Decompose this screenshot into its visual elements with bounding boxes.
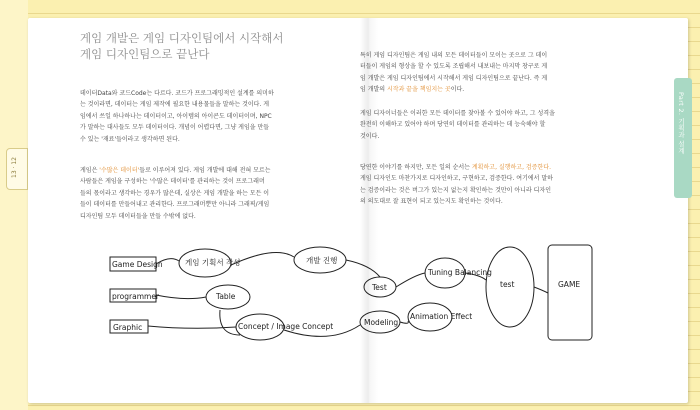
- paragraph-plan-execute-verify: [360, 162, 596, 208]
- text-line: 임 개발은 게임 디자인팀에서 시작해서 게임 디자인팀으로 끝난다. 즉 게: [360, 74, 548, 82]
- highlight-text: 계획하고, 실행하고, 검증한다.: [471, 164, 551, 171]
- text-line: 디자인팀 모두 데이터들을 만들 수밖에 없다.: [80, 212, 196, 220]
- text-line: [360, 84, 596, 95]
- text-line: 의 의도대로 잘 표현이 되고 있는지도 확인하는 것이다.: [360, 198, 503, 206]
- label-animation: Animation Effect: [410, 312, 473, 321]
- workflow-diagram: [100, 235, 600, 385]
- label-test: Test: [372, 283, 387, 292]
- text-line: 데이터Data와 코드Code는 다르다. 코드가 프로그래밍적인 설계를 의미하: [80, 90, 274, 97]
- text-line: 것이다.: [360, 132, 380, 140]
- text-span: 들로 이루어져 있다. 게임 개발에 대해 전혀 모르는: [139, 167, 271, 174]
- text-line: 수 있는 '재료'들이라고 생각하면 된다.: [80, 135, 180, 143]
- text-line: 들이 데이터를 만들어내고 관리한다. 프로그래머뿐만 아니라 그래픽/게임: [80, 201, 270, 209]
- text-line: 가 말하는 대사들도 모두 데이터이다. 개념이 어렵다면, 그냥 게임을 만들: [80, 124, 270, 132]
- highlight-text: 시작과 끝을 책임지는 곳: [387, 86, 451, 94]
- text-line: [80, 165, 312, 176]
- text-line: 는 검증이라는 것은 버그가 있는지 없는지 확인하는 것만이 아니라 디자인: [360, 186, 552, 194]
- chapter-tab-label: Part 2. 기획과 설계: [677, 92, 685, 154]
- text-span: 이다.: [450, 86, 465, 94]
- text-line: 게임 디자인도 마찬가지로 디자인하고, 구현하고, 검증한다. 여기에서 말하: [360, 175, 553, 183]
- label-plan: 게임 기획서 작성: [185, 258, 241, 267]
- text-line: 완전히 이해하고 있어야 하며 당연히 데이터를 관리하는 데 능숙해야 할: [360, 121, 546, 129]
- page-tab-text: 13 · 12: [11, 157, 18, 178]
- label-concept: Concept / Image Concept: [238, 322, 334, 331]
- label-qa: test: [500, 280, 515, 289]
- heading-line-1: 게임 개발은 게임 디자인팀에서 시작해서: [80, 31, 284, 45]
- text-line: 는 것이라면, 데이터는 게임 제작에 필요한 내용물들을 말하는 것이다. 게: [80, 101, 270, 109]
- label-dev: 개발 진행: [306, 256, 338, 265]
- paragraph-data-definition: [80, 88, 312, 145]
- label-game: GAME: [558, 280, 581, 289]
- label-tuning: Tuning Balancing: [428, 268, 492, 277]
- label-graphic: Graphic: [113, 323, 143, 332]
- text-span: 당연한 이야기를 하지만, 모든 일의 순서는: [360, 164, 472, 171]
- label-programmer: programmer: [112, 292, 160, 301]
- page-tab: [6, 148, 28, 190]
- text-span: 게임은: [80, 167, 100, 174]
- chapter-tab: [674, 78, 692, 198]
- text-line: 임에서 쓰일 하나하나는 데이터이고, 아이템의 아이콘도 데이터이며, NPC: [80, 112, 272, 120]
- heading-line-2: 게임 디자인팀으로 끝난다: [80, 47, 210, 61]
- paragraph-game-design-team: [360, 50, 596, 96]
- text-line: 특히 게임 디자인팀은 게임 내의 모든 데이터들이 모이는 곳으로 그 데이: [360, 52, 548, 59]
- label-table: Table: [216, 292, 236, 301]
- text-line: 사람들은 게임을 구성하는 '수많은 데이터'를 관리하는 것이 프로그래머: [80, 178, 265, 186]
- node-game-outline: [548, 245, 592, 340]
- text-span: 임 개발의: [360, 86, 387, 94]
- label-modeling: Modeling: [364, 318, 399, 327]
- notepad-margin: [0, 0, 28, 410]
- page-heading: [80, 30, 310, 62]
- text-line: 터들이 게임의 형상을 할 수 있도록 조립해서 내보내는 마지막 창구로 게: [360, 63, 548, 71]
- text-line: 들의 몫이라고 생각하는 경우가 많은데, 실상은 게임 개발을 하는 모든 이: [80, 189, 270, 197]
- label-game-design: Game Design: [112, 260, 163, 269]
- text-line: 게임 디자이너들은 이러한 모든 데이터를 찾아볼 수 있어야 하고, 그 성격을: [360, 110, 555, 117]
- paragraph-designers: [360, 108, 596, 142]
- text-line: [360, 162, 596, 173]
- paragraph-data-management: [80, 165, 312, 222]
- highlight-text: '수많은 데이터': [99, 167, 140, 174]
